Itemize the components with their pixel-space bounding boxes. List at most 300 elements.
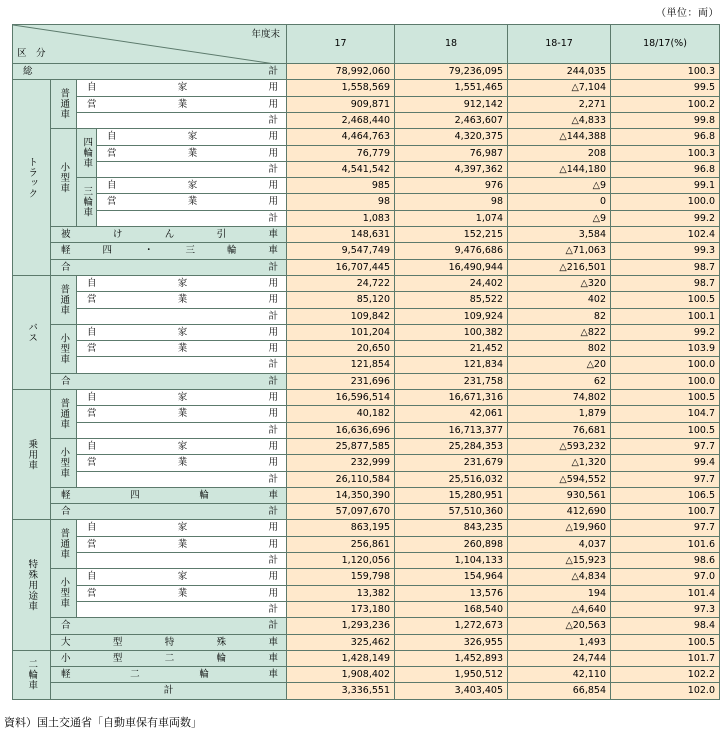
table-cell: 24,744	[507, 650, 611, 667]
row-label-jikayo	[76, 438, 287, 455]
row-label-motorcycle-total: 計	[50, 682, 287, 700]
table-cell: 2,271	[507, 96, 611, 113]
label-char: 用	[268, 522, 278, 534]
label-char: 家	[177, 522, 188, 534]
table-cell: 96.8	[610, 161, 720, 178]
table-cell: △1,320	[507, 454, 611, 472]
label-char: 計	[268, 375, 278, 387]
label-char: 営	[87, 538, 97, 550]
table-cell: 96.8	[610, 128, 720, 146]
table-cell: 99.4	[610, 454, 720, 472]
sub-sanrin: 三輪車	[76, 177, 97, 227]
table-cell: 97.7	[610, 519, 720, 537]
row-label-special-total	[50, 617, 287, 635]
group-passenger: 乗用車	[12, 389, 51, 520]
row-label-jikayo	[76, 389, 287, 406]
table-cell: 326,955	[394, 634, 508, 651]
label-char: 用	[268, 342, 278, 354]
label-char: 計	[268, 65, 278, 77]
table-cell: 930,561	[507, 487, 611, 504]
label-char: 輪	[199, 489, 209, 501]
table-cell: 1,083	[286, 210, 395, 227]
table-cell: 78,992,060	[286, 63, 395, 80]
label-char: 用	[268, 179, 278, 191]
label-char: 車	[268, 489, 278, 501]
table-cell: △4,834	[507, 568, 611, 586]
table-cell: △9	[507, 177, 611, 194]
row-label-eigyoyo	[96, 145, 287, 162]
row-label-eigyoyo	[76, 405, 287, 423]
table-cell: △144,180	[507, 161, 611, 178]
row-label-jikayo	[96, 128, 287, 146]
label-char: 家	[177, 326, 188, 338]
label-char: 自	[107, 179, 117, 191]
table-cell: 98.4	[610, 617, 720, 635]
table-cell: 863,195	[286, 519, 395, 537]
row-label-ogata-tokushu	[50, 634, 287, 651]
row-label-hikensha	[50, 226, 287, 243]
column-header: 18	[394, 24, 508, 64]
table-cell: △144,388	[507, 128, 611, 146]
table-cell: 3,403,405	[394, 682, 508, 700]
table-cell: 231,679	[394, 454, 508, 472]
row-label-eigyoyo	[76, 96, 287, 113]
table-cell: 1,452,893	[394, 650, 508, 667]
label-char: 総	[23, 65, 33, 77]
row-label-subtotal: 計	[76, 471, 287, 488]
table-cell: 168,540	[394, 601, 508, 618]
table-cell: 16,671,316	[394, 389, 508, 406]
table-cell: 21,452	[394, 340, 508, 357]
table-cell: 208	[507, 145, 611, 162]
label-char: 営	[107, 196, 117, 208]
label-char: 営	[87, 294, 97, 306]
label-char: 用	[268, 587, 278, 599]
table-cell: 1,428,149	[286, 650, 395, 667]
label-char: 自	[87, 571, 97, 583]
label-char: 合	[61, 375, 71, 387]
table-cell: △15,923	[507, 552, 611, 569]
row-label-eigyoyo	[96, 193, 287, 211]
table-cell: 4,320,375	[394, 128, 508, 146]
table-cell: 20,650	[286, 340, 395, 357]
label-char: 営	[107, 147, 117, 159]
row-label-eigyoyo	[76, 585, 287, 602]
table-cell: 0	[507, 193, 611, 211]
row-label-subtotal: 計	[76, 552, 287, 569]
table-cell: 152,215	[394, 226, 508, 243]
row-label-eigyoyo	[76, 340, 287, 357]
label-char: 用	[268, 98, 278, 110]
table-cell: 85,120	[286, 291, 395, 309]
label-char: 合	[61, 505, 71, 517]
table-cell: 148,631	[286, 226, 395, 243]
table-cell: 2,463,607	[394, 112, 508, 129]
table-cell: 1,908,402	[286, 666, 395, 683]
table-cell: 100.5	[610, 422, 720, 439]
label-char: 四	[102, 245, 112, 257]
table-cell: 256,861	[286, 536, 395, 553]
table-cell: 2,468,440	[286, 112, 395, 129]
label-char: 二	[130, 668, 140, 680]
table-cell: 98	[394, 193, 508, 211]
table-cell: 1,120,056	[286, 552, 395, 569]
table-cell: 66,854	[507, 682, 611, 700]
table-cell: 99.1	[610, 177, 720, 194]
table-cell: 101.6	[610, 536, 720, 553]
table-cell: 14,350,390	[286, 487, 395, 504]
table-cell: 100.2	[610, 96, 720, 113]
table-cell: 194	[507, 585, 611, 602]
label-char: 業	[177, 294, 188, 306]
table-cell: △320	[507, 275, 611, 292]
table-cell: 42,061	[394, 405, 508, 423]
unit-note: （単位：両）	[656, 8, 719, 19]
label-char: 業	[177, 457, 188, 469]
table-cell: 100.0	[610, 193, 720, 211]
table-cell: 109,842	[286, 308, 395, 325]
table-cell: 25,284,353	[394, 438, 508, 455]
label-char: 用	[268, 196, 278, 208]
label-char: 業	[177, 587, 188, 599]
table-cell: △594,552	[507, 471, 611, 488]
table-cell: △20	[507, 356, 611, 374]
label-char: 殊	[216, 636, 227, 648]
table-cell: 260,898	[394, 536, 508, 553]
row-label-eigyoyo	[76, 291, 287, 309]
table-cell: 402	[507, 291, 611, 309]
table-cell: 325,462	[286, 634, 395, 651]
label-char: 自	[87, 82, 97, 94]
corner-year-label: 年度末	[251, 29, 280, 40]
table-cell: 76,779	[286, 145, 395, 162]
table-cell: 97.7	[610, 438, 720, 455]
corner-category-label: 区 分	[17, 47, 46, 59]
label-char: 家	[187, 179, 198, 191]
row-label-jikayo	[76, 324, 287, 341]
label-char: ・	[143, 245, 154, 257]
table-cell: 1,879	[507, 405, 611, 423]
label-char: 自	[107, 131, 117, 143]
table-cell: 100,382	[394, 324, 508, 341]
label-char: 計	[268, 505, 278, 517]
table-cell: 9,547,749	[286, 242, 395, 260]
row-label-kei-sanrin	[50, 242, 287, 260]
row-label-truck-total	[50, 259, 287, 276]
label-char: 輪	[226, 245, 237, 257]
table-cell: 42,110	[507, 666, 611, 683]
label-char: 軽	[61, 245, 71, 257]
label-char: 軽	[61, 668, 71, 680]
label-char: 被	[61, 228, 71, 240]
vehicle-table	[12, 24, 719, 710]
label-char: 輪	[216, 652, 227, 664]
row-label-jikayo	[76, 79, 287, 97]
label-char: 用	[268, 277, 278, 289]
table-cell: △822	[507, 324, 611, 341]
table-cell: 154,964	[394, 568, 508, 586]
table-cell: 16,713,377	[394, 422, 508, 439]
table-cell: △20,563	[507, 617, 611, 635]
column-header: 18/17(%)	[610, 24, 720, 64]
label-char: 用	[268, 147, 278, 159]
table-cell: 802	[507, 340, 611, 357]
sub-kogata: 小型車	[50, 438, 77, 488]
label-char: 用	[268, 457, 278, 469]
table-cell: 100.3	[610, 63, 720, 80]
table-cell: 40,182	[286, 405, 395, 423]
row-label-subtotal: 計	[76, 112, 287, 129]
table-cell: 101.7	[610, 650, 720, 667]
table-cell: △7,104	[507, 79, 611, 97]
row-label-jikayo	[76, 519, 287, 537]
table-cell: 121,834	[394, 356, 508, 374]
table-cell: 102.0	[610, 682, 720, 700]
row-label-subtotal: 計	[96, 210, 287, 227]
table-cell: 3,336,551	[286, 682, 395, 700]
table-cell: 13,576	[394, 585, 508, 602]
label-char: 計	[268, 620, 278, 632]
group-motorcycle: 二輪車	[12, 650, 51, 700]
table-cell: 62	[507, 373, 611, 390]
row-label-jikayo	[96, 177, 287, 194]
table-cell: 100.0	[610, 373, 720, 390]
row-label-kei-yonrin	[50, 487, 287, 504]
row-label-kei-nirin	[50, 666, 287, 683]
table-cell: 412,690	[507, 503, 611, 520]
label-char: 車	[268, 228, 278, 240]
table-cell: 976	[394, 177, 508, 194]
row-label-kogata-nirin	[50, 650, 287, 667]
table-cell: 173,180	[286, 601, 395, 618]
table-cell: 57,510,360	[394, 503, 508, 520]
table-cell: 843,235	[394, 519, 508, 537]
table-cell: 9,476,686	[394, 242, 508, 260]
table-cell: 24,402	[394, 275, 508, 292]
row-label-eigyoyo	[76, 536, 287, 553]
table-cell: 74,802	[507, 389, 611, 406]
table-cell: 4,037	[507, 536, 611, 553]
table-cell: 100.1	[610, 308, 720, 325]
table-cell: 99.8	[610, 112, 720, 129]
table-cell: 26,110,584	[286, 471, 395, 488]
table-cell: 99.2	[610, 324, 720, 341]
table-cell: 102.2	[610, 666, 720, 683]
table-cell: 1,104,133	[394, 552, 508, 569]
label-char: 自	[87, 391, 97, 403]
source-note: 資料）国土交通省「自動車保有車両数」	[4, 716, 202, 729]
table-cell: 4,464,763	[286, 128, 395, 146]
table-cell: 1,493	[507, 634, 611, 651]
column-header: 18-17	[507, 24, 611, 64]
label-char: 業	[177, 98, 188, 110]
label-char: 家	[177, 277, 188, 289]
label-char: 用	[268, 538, 278, 550]
table-cell: 99.5	[610, 79, 720, 97]
table-cell: 4,397,362	[394, 161, 508, 178]
table-cell: 57,097,670	[286, 503, 395, 520]
label-char: 特	[164, 636, 175, 648]
row-label-grand-total	[12, 63, 287, 80]
sub-futsu: 普通車	[50, 389, 77, 439]
label-char: 用	[268, 408, 278, 420]
label-char: ん	[164, 228, 175, 240]
table-cell: 232,999	[286, 454, 395, 472]
label-char: 家	[177, 440, 188, 452]
table-cell: 79,236,095	[394, 63, 508, 80]
table-cell: 99.2	[610, 210, 720, 227]
label-char: 輪	[199, 668, 209, 680]
row-label-eigyoyo	[76, 454, 287, 472]
sub-kogata: 小型車	[50, 324, 77, 374]
label-char: 用	[268, 82, 278, 94]
table-cell: 97.0	[610, 568, 720, 586]
table-cell: △9	[507, 210, 611, 227]
label-char: 車	[268, 245, 278, 257]
table-cell: 1,558,569	[286, 79, 395, 97]
label-char: 三	[185, 245, 195, 257]
table-cell: 76,987	[394, 145, 508, 162]
table-cell: 102.4	[610, 226, 720, 243]
table-cell: 159,798	[286, 568, 395, 586]
corner-header	[12, 24, 287, 64]
table-cell: 85,522	[394, 291, 508, 309]
table-cell: 25,877,585	[286, 438, 395, 455]
row-label-subtotal: 計	[76, 356, 287, 374]
row-label-subtotal: 計	[76, 422, 287, 439]
label-char: 家	[177, 391, 188, 403]
label-char: 用	[268, 571, 278, 583]
table-cell: 100.5	[610, 634, 720, 651]
row-label-passenger-total	[50, 503, 287, 520]
label-char: 業	[187, 147, 198, 159]
table-cell: △71,063	[507, 242, 611, 260]
table-cell: 25,516,032	[394, 471, 508, 488]
group-special: 特殊用途車	[12, 519, 51, 651]
table-cell: 121,854	[286, 356, 395, 374]
table-cell: 909,871	[286, 96, 395, 113]
table-cell: 1,272,673	[394, 617, 508, 635]
row-label-subtotal: 計	[76, 308, 287, 325]
table-cell: 109,924	[394, 308, 508, 325]
column-header: 17	[286, 24, 395, 64]
label-char: 型	[112, 652, 123, 664]
table-cell: 99.3	[610, 242, 720, 260]
sub-yonrin: 四輪車	[76, 128, 97, 178]
label-char: 家	[187, 131, 198, 143]
label-char: 車	[268, 636, 278, 648]
row-label-subtotal: 計	[76, 601, 287, 618]
label-char: 業	[177, 408, 188, 420]
row-label-subtotal: 計	[96, 161, 287, 178]
table-cell: 231,696	[286, 373, 395, 390]
table-cell: △216,501	[507, 259, 611, 276]
table-cell: 100.3	[610, 145, 720, 162]
label-char: 用	[268, 440, 278, 452]
table-cell: 15,280,951	[394, 487, 508, 504]
label-char: 合	[61, 620, 71, 632]
sub-kogata: 小型車	[50, 568, 77, 618]
table-cell: 100.5	[610, 291, 720, 309]
table-cell: 912,142	[394, 96, 508, 113]
label-char: 合	[61, 261, 71, 273]
table-cell: 104.7	[610, 405, 720, 423]
table-cell: 985	[286, 177, 395, 194]
row-label-jikayo	[76, 568, 287, 586]
table-cell: 101.4	[610, 585, 720, 602]
table-cell: 98.7	[610, 259, 720, 276]
label-char: 用	[268, 294, 278, 306]
label-char: 小	[61, 652, 71, 664]
label-char: 二	[164, 652, 175, 664]
label-char: 用	[268, 391, 278, 403]
label-char: 大	[61, 636, 71, 648]
table-cell: 13,382	[286, 585, 395, 602]
table-cell: 98.6	[610, 552, 720, 569]
label-char: 型	[112, 636, 123, 648]
table-cell: 1,074	[394, 210, 508, 227]
table-cell: 97.7	[610, 471, 720, 488]
table-cell: 76,681	[507, 422, 611, 439]
sub-kogata: 小型車	[50, 128, 77, 227]
table-cell: 3,584	[507, 226, 611, 243]
label-char: 業	[187, 196, 198, 208]
table-cell: △4,833	[507, 112, 611, 129]
table-cell: 82	[507, 308, 611, 325]
label-char: 家	[177, 571, 188, 583]
table-cell: △593,232	[507, 438, 611, 455]
label-char: 計	[268, 261, 278, 273]
sub-futsu: 普通車	[50, 519, 77, 569]
table-cell: △19,960	[507, 519, 611, 537]
table-cell: △4,640	[507, 601, 611, 618]
table-cell: 231,758	[394, 373, 508, 390]
label-char: 四	[130, 489, 140, 501]
row-label-bus-total	[50, 373, 287, 390]
table-cell: 100.7	[610, 503, 720, 520]
label-char: 営	[87, 98, 97, 110]
label-char: 営	[87, 457, 97, 469]
label-char: 用	[268, 326, 278, 338]
label-char: 軽	[61, 489, 71, 501]
label-char: 車	[268, 652, 278, 664]
label-char: け	[112, 228, 123, 240]
group-bus: バス	[12, 275, 51, 390]
sub-futsu: 普通車	[50, 79, 77, 129]
table-cell: 244,035	[507, 63, 611, 80]
table-cell: 100.5	[610, 389, 720, 406]
label-char: 用	[268, 131, 278, 143]
table-cell: 1,293,236	[286, 617, 395, 635]
label-char: 業	[177, 342, 188, 354]
table-cell: 98.7	[610, 275, 720, 292]
row-label-jikayo	[76, 275, 287, 292]
label-char: 自	[87, 326, 97, 338]
table-cell: 97.3	[610, 601, 720, 618]
table-cell: 16,490,944	[394, 259, 508, 276]
label-char: 業	[177, 538, 188, 550]
label-char: 自	[87, 522, 97, 534]
table-cell: 100.0	[610, 356, 720, 374]
label-char: 車	[268, 668, 278, 680]
table-cell: 1,950,512	[394, 666, 508, 683]
table-cell: 106.5	[610, 487, 720, 504]
table-cell: 98	[286, 193, 395, 211]
label-char: 営	[87, 587, 97, 599]
sub-futsu: 普通車	[50, 275, 77, 325]
label-char: 引	[216, 228, 227, 240]
table-cell: 101,204	[286, 324, 395, 341]
